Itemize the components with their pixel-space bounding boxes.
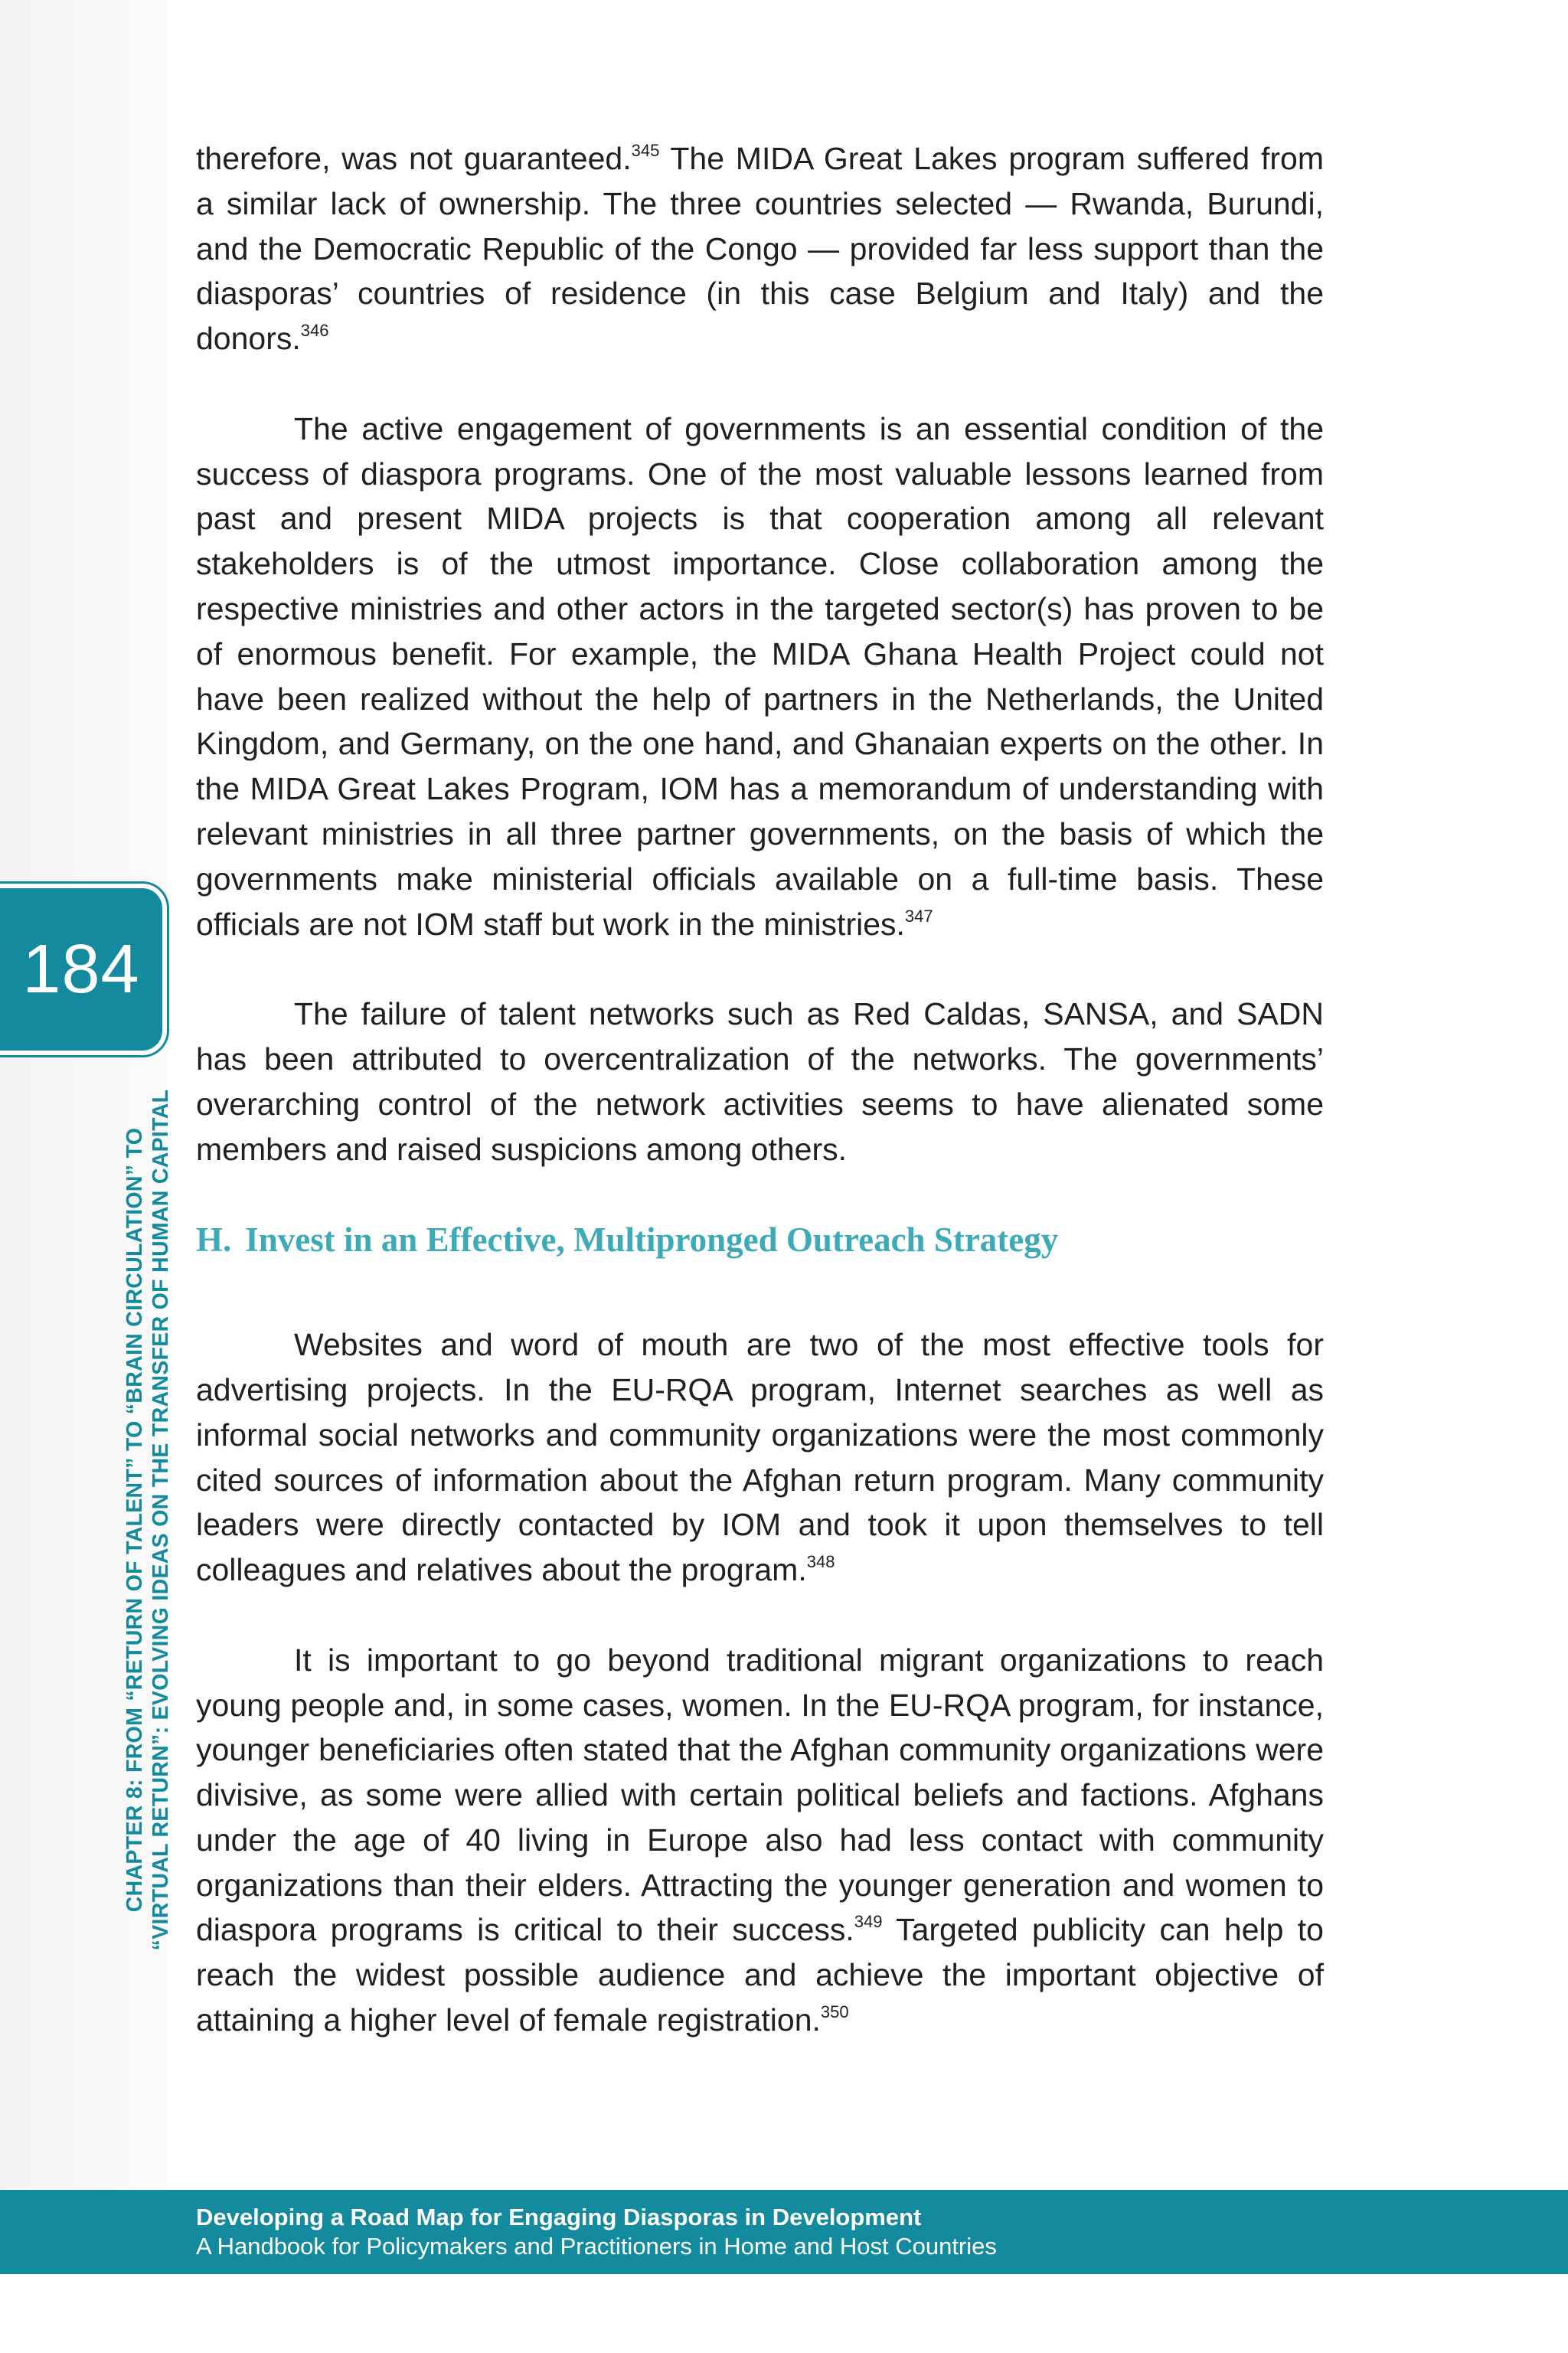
paragraph-5 — [196, 1638, 1324, 2043]
footnote-ref: 345 — [631, 141, 660, 160]
paragraph-text: therefore, was not guaranteed. — [196, 141, 632, 176]
chapter-title-line-1: CHAPTER 8: FROM “RETURN OF TALENT” TO “BRAIN CIRCULATION” TO — [122, 1127, 147, 1913]
section-heading — [196, 1217, 1324, 1263]
section-title: Invest in an Effective, Multipronged Outreach Strategy — [245, 1221, 1059, 1260]
footer-title: Developing a Road Map for Engaging Diasporas in Development — [196, 2204, 922, 2230]
paragraph-text: The failure of talent networks such as Red Caldas, SANSA, and SADN has been attributed to overcentralization of the networks. The governments’ overarching control of the network activities seems to have alienated some members and raised suspicions among others. — [196, 996, 1324, 1167]
section-letter: H. — [196, 1221, 232, 1260]
footnote-ref: 349 — [854, 1912, 883, 1932]
page-number-tab — [0, 888, 162, 1051]
paragraph-3 — [196, 992, 1324, 1172]
chapter-running-title — [122, 1072, 174, 1968]
footer-bar — [0, 2190, 1568, 2274]
page-number: 184 — [22, 930, 140, 1008]
paragraph-text: Targeted publicity can help to reach the widest possible audience and achieve the important objective of attaining a higher level of female registration. — [196, 1912, 1324, 2038]
footnote-ref: 348 — [806, 1552, 835, 1572]
chapter-title-line-2: “VIRTUAL RETURN”: EVOLVING IDEAS ON THE TRANSFER OF HUMAN CAPITAL — [149, 1089, 173, 1951]
paragraph-2 — [196, 407, 1324, 947]
footnote-ref: 347 — [904, 906, 933, 926]
footer-subtitle: A Handbook for Policymakers and Practitioners in Home and Host Countries — [196, 2233, 997, 2260]
paragraph-text: The active engagement of governments is an essential condition of the success of diaspora programs. One of the most valuable lessons learned from past and present MIDA projects is that cooperation among all relevant stakeholders is of the utmost importance. Close collaboration among the respective ministries and other actors in the targeted sector(s) has proven to be of enormous benefit. For example, the MIDA Ghana Health Project could not have been realized without the help of partners in the Netherlands, the United Kingdom, and Germany, on the one hand, and Ghanaian experts on the other. In the MIDA Great Lakes Program, IOM has a memorandum of understanding with relevant ministries in all three partner governments, on the basis of which the governments make ministerial officials available on a full-time basis. These officials are not IOM staff but work in the ministries. — [196, 410, 1324, 942]
paragraph-text: The MIDA Great Lakes program suffered from a similar lack of ownership. The three countries selected — Rwanda, Burundi, and the Democratic Republic of the Congo — provided far less support than the diasporas’ countries of residence (in this case Belgium and Italy) and the donors. — [196, 141, 1324, 357]
main-content — [196, 136, 1324, 2088]
paragraph-1 — [196, 136, 1324, 361]
footnote-ref: 346 — [300, 321, 329, 341]
paragraph-4 — [196, 1322, 1324, 1593]
paragraph-text: Websites and word of mouth are two of the most effective tools for advertising projects. In the EU-RQA program, Internet searches as well as informal social networks and community organizations were the most commonly cited sources of information about the Afghan return program. Many community leaders were directly contacted by IOM and took it upon themselves to tell colleagues and relatives about the program. — [196, 1327, 1324, 1588]
footnote-ref: 350 — [820, 2002, 849, 2022]
paragraph-text: It is important to go beyond traditional migrant organizations to reach young people and, in some cases, women. In the EU-RQA program, for instance, younger beneficiaries often stated that the Afghan community organizations were divisive, as some were allied with certain political beliefs and factions. Afghans under the age of 40 living in Europe also had less contact with community organizations than their elders. Attracting the younger generation and women to diaspora programs is critical to their success. — [196, 1642, 1324, 1948]
